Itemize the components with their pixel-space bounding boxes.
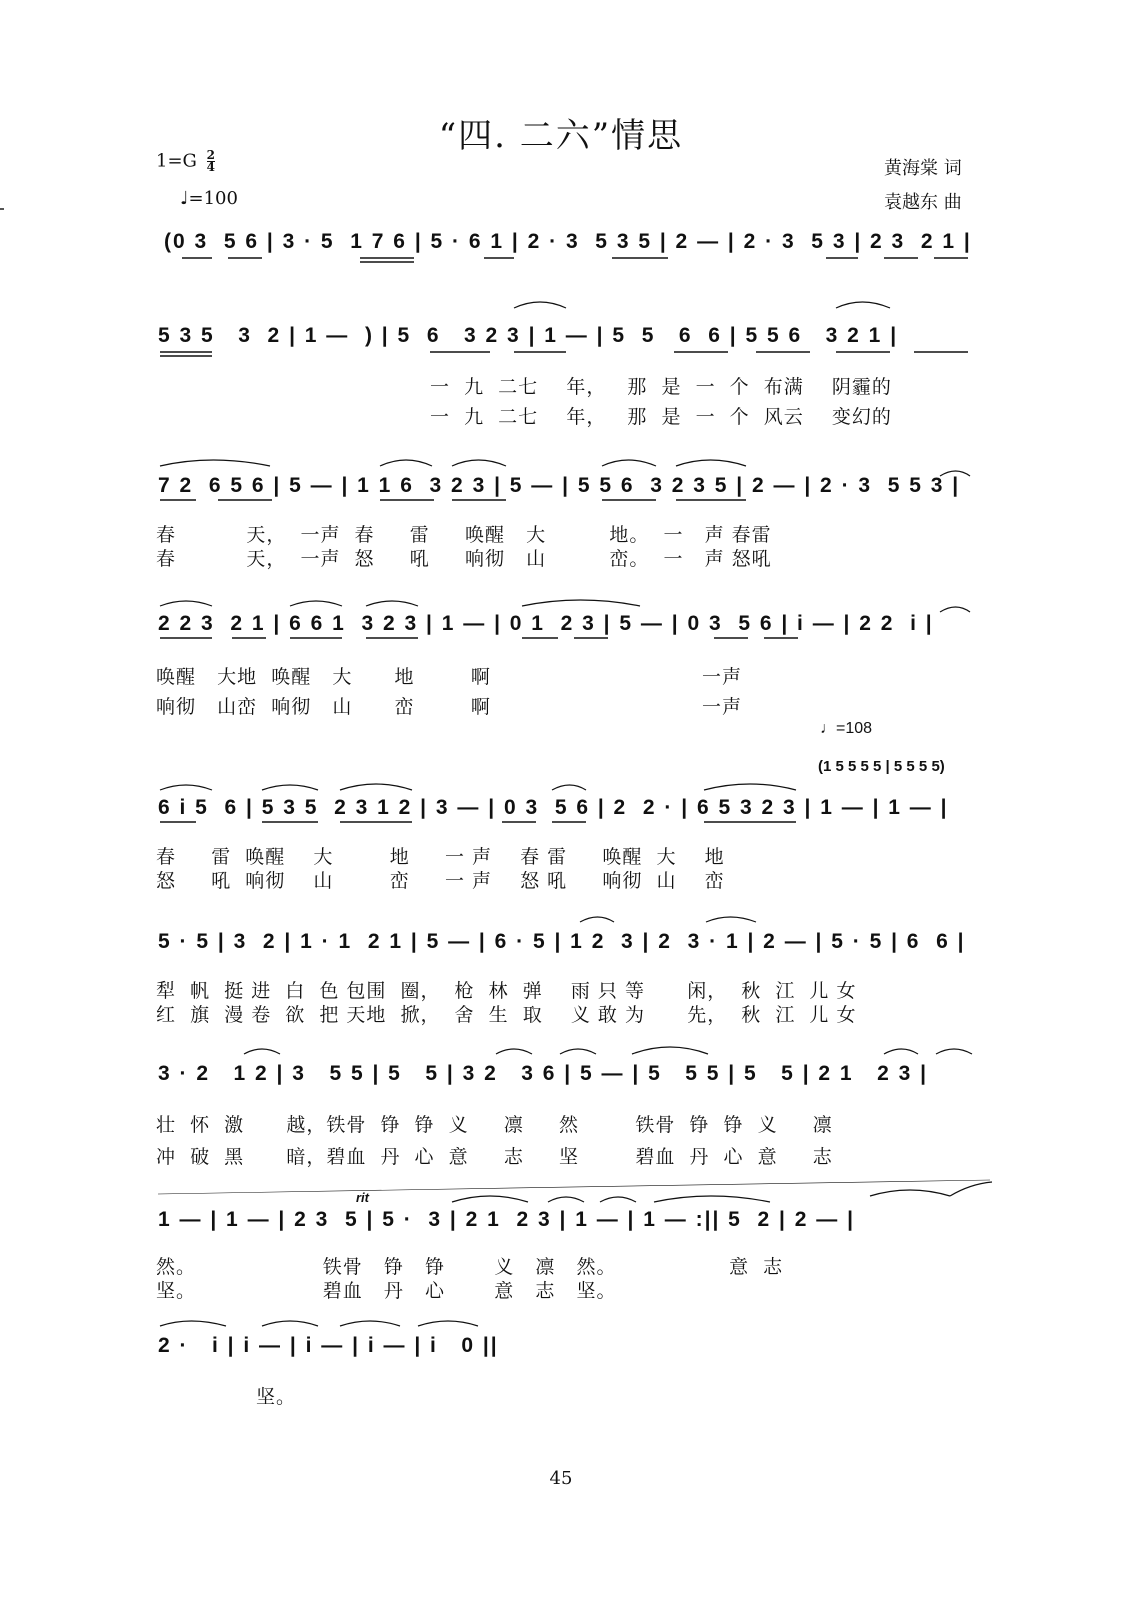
interlude-notes: (1 5 5 5 5 | 5 5 5 5)	[818, 758, 945, 775]
score-system-9: 2 · i | i — | i — | i — | i 0 ||	[158, 1334, 499, 1357]
lyrics-4-verse-1: 唤醒 大地 唤醒 大 地 啊 一声	[156, 666, 743, 688]
lyrics-2-verse-2: 一 九 二七 年， 那 是 一 个 风云 变幻的	[430, 406, 892, 428]
lyrics-3-verse-1: 春 天， 一声 春 雷 唤醒 大 地。 一 声 春雷	[156, 524, 772, 546]
score-system-2: 5 3 5 3 2 | 1 — ) | 5 6 3 2 3 | 1 — | 5 5 6 6 | 5 5 6 3 2 1 |	[158, 324, 899, 347]
lyrics-8-verse-2: 坚。 碧血 丹 心 意 志 坚。	[156, 1280, 617, 1302]
lyrics-3-verse-2: 春 天， 一声 怒 吼 响彻 山 峦。 一 声 怒吼	[156, 548, 772, 570]
lyrics-6-verse-1: 犁 帆 挺 进 白 色 包围 圈， 枪 林 弹 雨 只 等 闲， 秋 江 儿 女	[156, 980, 857, 1002]
lyrics-5-verse-2: 怒 吼 响彻 山 峦 一 声 怒 吼 响彻 山 峦	[156, 870, 725, 892]
tempo-change: ♩=108	[820, 720, 873, 737]
score-system-7: 3 · 2 1 2 | 3 5 5 | 5 5 | 3 2 3 6 | 5 — | 5 5 5 | 5 5 | 2 1 2 3 |	[158, 1062, 929, 1085]
score-system-8: 1 — | 1 — | 2 3 5 | 5 · 3 | 2 1 2 3 | 1 — | 1 — :|| 5 2 | 2 — |	[158, 1208, 855, 1231]
composer-credit: 袁越东 曲	[884, 192, 962, 213]
lyrics-9-verse-1: 坚。	[256, 1386, 297, 1408]
score-system-3: 7 2 6 5 6 | 5 — | 1 1 6 3 2 3 | 5 — | 5 5 6 3 2 3 5 | 2 — | 2 · 3 5 5 3 |	[158, 474, 961, 497]
tempo-marking: ♩=100	[180, 188, 238, 209]
lyrics-7-verse-2: 冲 破 黑 暗，碧血 丹 心 意 志 坚 碧血 丹 心 意 志	[156, 1146, 833, 1168]
score-system-5: 6 i 5 6 | 5 3 5 2 3 1 2 | 3 — | 0 3 5 6 | 2 2 · | 6 5 3 2 3 | 1 — | 1 — |	[158, 796, 949, 819]
lyrics-5-verse-1: 春 雷 唤醒 大 地 一 声 春 雷 唤醒 大 地	[156, 846, 725, 868]
rit-marking: rit	[356, 1190, 369, 1205]
lyrics-4-verse-2: 响彻 山峦 响彻 山 峦 啊 一声	[156, 696, 743, 718]
lyricist-credit: 黄海棠 词	[884, 158, 962, 179]
lyrics-8-verse-1: 然。 铁骨 铮 铮 义 凛 然。 意 志	[156, 1256, 784, 1278]
score-system-1: (0 3 5 6 | 3 · 5 1 7 6 | 5 · 6 1 | 2 · 3 5 3 5 | 2 — | 2 · 3 5 3 | 2 3 2 1 |	[164, 230, 972, 253]
lyrics-6-verse-2: 红 旗 漫 卷 欲 把 天地 掀， 舍 生 取 义 敢 为 先， 秋 江 儿 女	[156, 1004, 857, 1026]
score-system-6: 5 · 5 | 3 2 | 1 · 1 2 1 | 5 — | 6 · 5 | 1 2 3 | 2 3 · 1 | 2 — | 5 · 5 | 6 6 |	[158, 930, 966, 953]
lyrics-7-verse-1: 壮 怀 激 越，铁骨 铮 铮 义 凛 然 铁骨 铮 铮 义 凛	[156, 1114, 833, 1136]
lyrics-2-verse-1: 一 九 二七 年， 那 是 一 个 布满 阴霾的	[430, 376, 892, 398]
time-signature: $\frac{2}{4}$	[206, 148, 216, 174]
song-title: “四. 二六”情思	[438, 116, 684, 156]
page-number: 45	[549, 1468, 573, 1489]
score-system-4: 2 2 3 2 1 | 6 6 1 3 2 3 | 1 — | 0 1 2 3 | 5 — | 0 3 5 6 | i — | 2 2 i |	[158, 612, 934, 635]
key-label: 1=G	[156, 150, 197, 172]
